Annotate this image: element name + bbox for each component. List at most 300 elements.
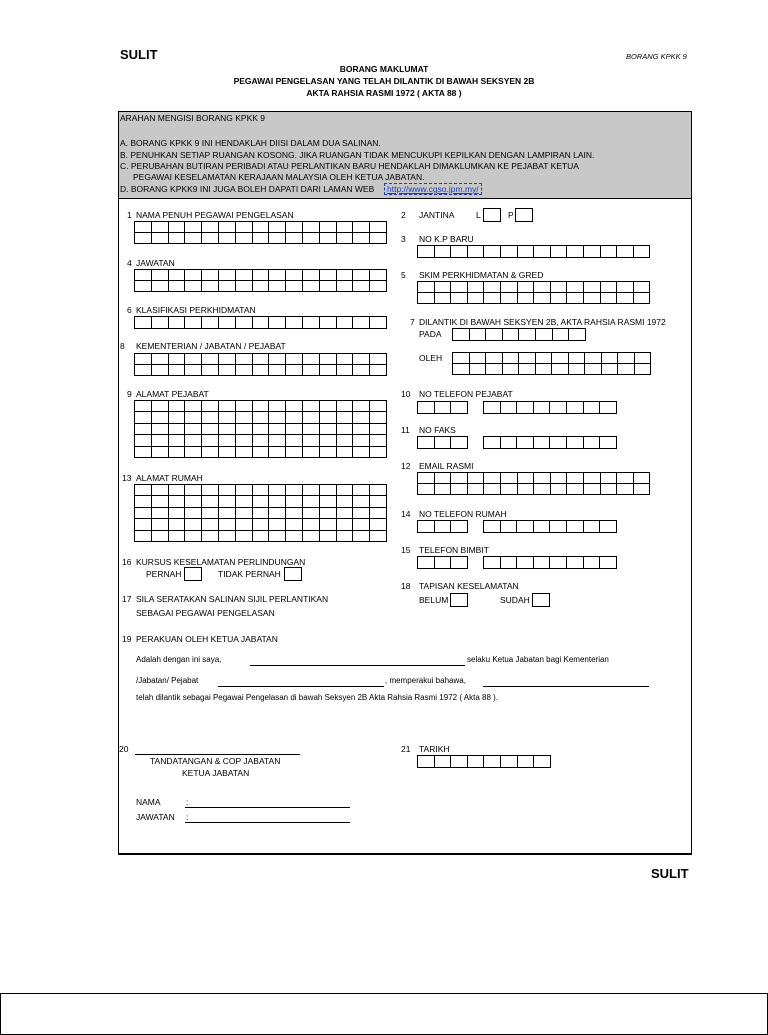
- char-cell[interactable]: [353, 496, 370, 507]
- char-cell[interactable]: [202, 531, 219, 542]
- char-cell[interactable]: [353, 424, 370, 435]
- char-cell[interactable]: [337, 281, 354, 292]
- char-cell[interactable]: [353, 519, 370, 530]
- char-cell[interactable]: [534, 473, 551, 484]
- char-cell[interactable]: [601, 473, 618, 484]
- char-cell[interactable]: [202, 447, 219, 458]
- char-cell[interactable]: [584, 437, 601, 449]
- char-cell[interactable]: [517, 402, 534, 414]
- char-cell[interactable]: [236, 281, 253, 292]
- char-cell[interactable]: [337, 424, 354, 435]
- char-cell[interactable]: [303, 447, 320, 458]
- char-cell[interactable]: [635, 353, 652, 364]
- char-cell[interactable]: [185, 508, 202, 519]
- char-cell[interactable]: [269, 447, 286, 458]
- char-cell[interactable]: [418, 282, 435, 293]
- char-cell[interactable]: [320, 270, 337, 281]
- char-cell[interactable]: [451, 293, 468, 304]
- char-cell[interactable]: [370, 270, 387, 281]
- char-cell[interactable]: [219, 354, 236, 365]
- char-cell[interactable]: [435, 402, 452, 414]
- char-cell[interactable]: [370, 354, 387, 365]
- char-cell[interactable]: [634, 473, 651, 484]
- char-cell[interactable]: [320, 281, 337, 292]
- char-cell[interactable]: [353, 317, 370, 329]
- char-cell[interactable]: [517, 521, 534, 533]
- char-cell[interactable]: [185, 222, 202, 233]
- char-cell[interactable]: [337, 531, 354, 542]
- char-cell[interactable]: [501, 756, 518, 768]
- char-cell[interactable]: [152, 519, 169, 530]
- char-cell[interactable]: [551, 293, 568, 304]
- char-cell[interactable]: [286, 270, 303, 281]
- char-cell[interactable]: [503, 364, 520, 375]
- char-cell[interactable]: [269, 531, 286, 542]
- char-cell[interactable]: [451, 756, 468, 768]
- char-cell[interactable]: [253, 424, 270, 435]
- char-cell[interactable]: [303, 281, 320, 292]
- sudah-checkbox[interactable]: [532, 593, 550, 607]
- char-cell[interactable]: [152, 354, 169, 365]
- char-cell[interactable]: [320, 401, 337, 412]
- char-cell[interactable]: [269, 424, 286, 435]
- char-cell[interactable]: [534, 437, 551, 449]
- char-cell[interactable]: [519, 353, 536, 364]
- char-cell[interactable]: [286, 519, 303, 530]
- jawatan-line[interactable]: [185, 822, 350, 823]
- char-cell[interactable]: [135, 222, 152, 233]
- char-cell[interactable]: [501, 402, 518, 414]
- char-cell[interactable]: [303, 317, 320, 329]
- char-cell[interactable]: [320, 519, 337, 530]
- char-cell[interactable]: [152, 222, 169, 233]
- char-cell[interactable]: [169, 281, 186, 292]
- char-cell[interactable]: [236, 222, 253, 233]
- char-cell[interactable]: [303, 435, 320, 446]
- char-cell[interactable]: [169, 401, 186, 412]
- char-cell[interactable]: [536, 364, 553, 375]
- char-cell[interactable]: [370, 233, 387, 244]
- char-cell[interactable]: [253, 435, 270, 446]
- char-cell[interactable]: [303, 485, 320, 496]
- char-cell[interactable]: [286, 233, 303, 244]
- gender-l-checkbox[interactable]: [483, 208, 501, 222]
- char-cell[interactable]: [169, 435, 186, 446]
- char-cell[interactable]: [435, 557, 452, 569]
- char-cell[interactable]: [135, 531, 152, 542]
- char-cell[interactable]: [451, 521, 468, 533]
- char-cell[interactable]: [370, 508, 387, 519]
- char-cell[interactable]: [135, 508, 152, 519]
- office-phone-number-grid[interactable]: [483, 401, 617, 414]
- char-cell[interactable]: [269, 281, 286, 292]
- char-cell[interactable]: [617, 282, 634, 293]
- char-cell[interactable]: [370, 447, 387, 458]
- char-cell[interactable]: [320, 496, 337, 507]
- char-cell[interactable]: [169, 531, 186, 542]
- char-cell[interactable]: [253, 281, 270, 292]
- char-cell[interactable]: [202, 485, 219, 496]
- char-cell[interactable]: [152, 233, 169, 244]
- char-cell[interactable]: [418, 437, 435, 449]
- char-cell[interactable]: [584, 484, 601, 495]
- char-cell[interactable]: [470, 364, 487, 375]
- char-cell[interactable]: [484, 437, 501, 449]
- char-cell[interactable]: [152, 447, 169, 458]
- char-cell[interactable]: [320, 435, 337, 446]
- char-cell[interactable]: [135, 412, 152, 423]
- char-cell[interactable]: [634, 484, 651, 495]
- char-cell[interactable]: [519, 364, 536, 375]
- char-cell[interactable]: [370, 485, 387, 496]
- char-cell[interactable]: [353, 365, 370, 376]
- char-cell[interactable]: [353, 281, 370, 292]
- char-cell[interactable]: [253, 401, 270, 412]
- char-cell[interactable]: [353, 233, 370, 244]
- char-cell[interactable]: [503, 353, 520, 364]
- belum-checkbox[interactable]: [450, 593, 468, 607]
- char-cell[interactable]: [269, 435, 286, 446]
- char-cell[interactable]: [185, 485, 202, 496]
- char-cell[interactable]: [601, 282, 618, 293]
- gender-p-checkbox[interactable]: [515, 208, 533, 222]
- char-cell[interactable]: [468, 756, 485, 768]
- home-phone-prefix-grid[interactable]: [417, 520, 468, 533]
- char-cell[interactable]: [135, 233, 152, 244]
- char-cell[interactable]: [550, 557, 567, 569]
- char-cell[interactable]: [303, 412, 320, 423]
- char-cell[interactable]: [618, 364, 635, 375]
- char-cell[interactable]: [501, 521, 518, 533]
- char-cell[interactable]: [135, 447, 152, 458]
- char-cell[interactable]: [451, 473, 468, 484]
- char-cell[interactable]: [337, 435, 354, 446]
- char-cell[interactable]: [486, 329, 503, 341]
- char-cell[interactable]: [634, 282, 651, 293]
- char-cell[interactable]: [320, 424, 337, 435]
- char-cell[interactable]: [185, 424, 202, 435]
- char-cell[interactable]: [219, 531, 236, 542]
- char-cell[interactable]: [585, 364, 602, 375]
- char-cell[interactable]: [185, 531, 202, 542]
- char-cell[interactable]: [219, 270, 236, 281]
- char-cell[interactable]: [135, 365, 152, 376]
- signature-line[interactable]: [135, 754, 300, 755]
- char-cell[interactable]: [320, 354, 337, 365]
- char-cell[interactable]: [600, 402, 617, 414]
- appointment-date-grid[interactable]: [452, 328, 586, 341]
- char-cell[interactable]: [435, 437, 452, 449]
- char-cell[interactable]: [418, 756, 435, 768]
- char-cell[interactable]: [567, 484, 584, 495]
- char-cell[interactable]: [152, 496, 169, 507]
- char-cell[interactable]: [337, 233, 354, 244]
- char-cell[interactable]: [253, 519, 270, 530]
- char-cell[interactable]: [253, 365, 270, 376]
- char-cell[interactable]: [600, 437, 617, 449]
- char-cell[interactable]: [353, 435, 370, 446]
- name-input-grid[interactable]: [134, 221, 387, 244]
- char-cell[interactable]: [303, 508, 320, 519]
- char-cell[interactable]: [169, 222, 186, 233]
- officer-name-line[interactable]: [483, 686, 649, 687]
- ic-number-grid[interactable]: [417, 245, 650, 258]
- char-cell[interactable]: [286, 531, 303, 542]
- char-cell[interactable]: [152, 435, 169, 446]
- char-cell[interactable]: [617, 293, 634, 304]
- char-cell[interactable]: [634, 246, 651, 258]
- char-cell[interactable]: [152, 281, 169, 292]
- char-cell[interactable]: [501, 293, 518, 304]
- char-cell[interactable]: [286, 424, 303, 435]
- char-cell[interactable]: [501, 473, 518, 484]
- char-cell[interactable]: [219, 281, 236, 292]
- char-cell[interactable]: [219, 317, 236, 329]
- char-cell[interactable]: [236, 435, 253, 446]
- char-cell[interactable]: [236, 519, 253, 530]
- char-cell[interactable]: [253, 317, 270, 329]
- char-cell[interactable]: [418, 246, 435, 258]
- char-cell[interactable]: [536, 353, 553, 364]
- char-cell[interactable]: [484, 282, 501, 293]
- char-cell[interactable]: [567, 402, 584, 414]
- char-cell[interactable]: [370, 424, 387, 435]
- char-cell[interactable]: [152, 317, 169, 329]
- char-cell[interactable]: [534, 484, 551, 495]
- date-grid[interactable]: [417, 755, 551, 768]
- char-cell[interactable]: [501, 557, 518, 569]
- char-cell[interactable]: [269, 401, 286, 412]
- char-cell[interactable]: [135, 435, 152, 446]
- char-cell[interactable]: [484, 473, 501, 484]
- office-phone-prefix-grid[interactable]: [417, 401, 468, 414]
- char-cell[interactable]: [453, 364, 470, 375]
- char-cell[interactable]: [135, 519, 152, 530]
- char-cell[interactable]: [303, 496, 320, 507]
- char-cell[interactable]: [435, 484, 452, 495]
- char-cell[interactable]: [303, 519, 320, 530]
- char-cell[interactable]: [253, 531, 270, 542]
- char-cell[interactable]: [320, 317, 337, 329]
- scheme-grade-grid[interactable]: [417, 281, 650, 304]
- char-cell[interactable]: [185, 365, 202, 376]
- char-cell[interactable]: [536, 329, 553, 341]
- char-cell[interactable]: [219, 222, 236, 233]
- char-cell[interactable]: [135, 485, 152, 496]
- char-cell[interactable]: [353, 270, 370, 281]
- char-cell[interactable]: [286, 354, 303, 365]
- char-cell[interactable]: [253, 485, 270, 496]
- char-cell[interactable]: [152, 270, 169, 281]
- char-cell[interactable]: [484, 246, 501, 258]
- char-cell[interactable]: [286, 447, 303, 458]
- char-cell[interactable]: [584, 293, 601, 304]
- char-cell[interactable]: [152, 485, 169, 496]
- char-cell[interactable]: [569, 364, 586, 375]
- char-cell[interactable]: [169, 270, 186, 281]
- char-cell[interactable]: [451, 402, 468, 414]
- char-cell[interactable]: [435, 282, 452, 293]
- char-cell[interactable]: [551, 246, 568, 258]
- char-cell[interactable]: [185, 270, 202, 281]
- char-cell[interactable]: [337, 447, 354, 458]
- char-cell[interactable]: [236, 401, 253, 412]
- char-cell[interactable]: [286, 485, 303, 496]
- char-cell[interactable]: [468, 473, 485, 484]
- char-cell[interactable]: [550, 521, 567, 533]
- mobile-number-grid[interactable]: [483, 556, 617, 569]
- char-cell[interactable]: [534, 557, 551, 569]
- char-cell[interactable]: [202, 508, 219, 519]
- char-cell[interactable]: [569, 329, 586, 341]
- mobile-prefix-grid[interactable]: [417, 556, 468, 569]
- char-cell[interactable]: [418, 293, 435, 304]
- char-cell[interactable]: [337, 508, 354, 519]
- char-cell[interactable]: [152, 412, 169, 423]
- char-cell[interactable]: [337, 485, 354, 496]
- char-cell[interactable]: [451, 557, 468, 569]
- char-cell[interactable]: [185, 233, 202, 244]
- char-cell[interactable]: [518, 756, 535, 768]
- char-cell[interactable]: [219, 233, 236, 244]
- char-cell[interactable]: [435, 521, 452, 533]
- char-cell[interactable]: [253, 508, 270, 519]
- char-cell[interactable]: [269, 508, 286, 519]
- cgso-link[interactable]: http://www.cgso.jpm.my/: [384, 183, 482, 195]
- char-cell[interactable]: [451, 282, 468, 293]
- char-cell[interactable]: [286, 365, 303, 376]
- char-cell[interactable]: [219, 519, 236, 530]
- char-cell[interactable]: [253, 496, 270, 507]
- char-cell[interactable]: [567, 473, 584, 484]
- char-cell[interactable]: [303, 222, 320, 233]
- char-cell[interactable]: [236, 354, 253, 365]
- char-cell[interactable]: [320, 412, 337, 423]
- char-cell[interactable]: [617, 246, 634, 258]
- char-cell[interactable]: [602, 364, 619, 375]
- char-cell[interactable]: [435, 246, 452, 258]
- char-cell[interactable]: [219, 508, 236, 519]
- char-cell[interactable]: [337, 496, 354, 507]
- char-cell[interactable]: [468, 246, 485, 258]
- char-cell[interactable]: [484, 557, 501, 569]
- char-cell[interactable]: [567, 521, 584, 533]
- char-cell[interactable]: [303, 270, 320, 281]
- char-cell[interactable]: [484, 293, 501, 304]
- char-cell[interactable]: [219, 365, 236, 376]
- char-cell[interactable]: [486, 364, 503, 375]
- char-cell[interactable]: [584, 557, 601, 569]
- char-cell[interactable]: [286, 281, 303, 292]
- char-cell[interactable]: [169, 412, 186, 423]
- char-cell[interactable]: [286, 435, 303, 446]
- char-cell[interactable]: [286, 412, 303, 423]
- char-cell[interactable]: [202, 354, 219, 365]
- char-cell[interactable]: [169, 365, 186, 376]
- char-cell[interactable]: [337, 354, 354, 365]
- char-cell[interactable]: [202, 270, 219, 281]
- char-cell[interactable]: [135, 317, 152, 329]
- char-cell[interactable]: [534, 402, 551, 414]
- char-cell[interactable]: [337, 270, 354, 281]
- char-cell[interactable]: [135, 424, 152, 435]
- position-input-grid[interactable]: [134, 269, 387, 292]
- char-cell[interactable]: [569, 353, 586, 364]
- department-name-line[interactable]: [218, 686, 384, 687]
- char-cell[interactable]: [584, 246, 601, 258]
- char-cell[interactable]: [303, 531, 320, 542]
- char-cell[interactable]: [236, 485, 253, 496]
- char-cell[interactable]: [370, 365, 387, 376]
- email-grid[interactable]: [417, 472, 650, 495]
- char-cell[interactable]: [418, 484, 435, 495]
- char-cell[interactable]: [253, 233, 270, 244]
- char-cell[interactable]: [337, 519, 354, 530]
- char-cell[interactable]: [353, 401, 370, 412]
- nama-line[interactable]: [185, 807, 350, 808]
- char-cell[interactable]: [202, 222, 219, 233]
- char-cell[interactable]: [468, 293, 485, 304]
- char-cell[interactable]: [286, 222, 303, 233]
- char-cell[interactable]: [169, 496, 186, 507]
- char-cell[interactable]: [517, 557, 534, 569]
- char-cell[interactable]: [185, 447, 202, 458]
- char-cell[interactable]: [418, 473, 435, 484]
- char-cell[interactable]: [534, 246, 551, 258]
- char-cell[interactable]: [135, 401, 152, 412]
- char-cell[interactable]: [269, 519, 286, 530]
- char-cell[interactable]: [236, 424, 253, 435]
- char-cell[interactable]: [236, 365, 253, 376]
- char-cell[interactable]: [152, 401, 169, 412]
- char-cell[interactable]: [501, 484, 518, 495]
- char-cell[interactable]: [553, 329, 570, 341]
- char-cell[interactable]: [435, 293, 452, 304]
- char-cell[interactable]: [185, 519, 202, 530]
- char-cell[interactable]: [253, 354, 270, 365]
- char-cell[interactable]: [320, 222, 337, 233]
- char-cell[interactable]: [169, 508, 186, 519]
- char-cell[interactable]: [152, 365, 169, 376]
- char-cell[interactable]: [353, 447, 370, 458]
- char-cell[interactable]: [135, 281, 152, 292]
- char-cell[interactable]: [601, 293, 618, 304]
- char-cell[interactable]: [370, 531, 387, 542]
- char-cell[interactable]: [418, 521, 435, 533]
- char-cell[interactable]: [601, 246, 618, 258]
- pernah-checkbox[interactable]: [184, 567, 202, 581]
- char-cell[interactable]: [567, 437, 584, 449]
- char-cell[interactable]: [468, 484, 485, 495]
- char-cell[interactable]: [486, 353, 503, 364]
- char-cell[interactable]: [169, 447, 186, 458]
- char-cell[interactable]: [320, 233, 337, 244]
- char-cell[interactable]: [501, 246, 518, 258]
- char-cell[interactable]: [219, 496, 236, 507]
- char-cell[interactable]: [152, 424, 169, 435]
- char-cell[interactable]: [337, 222, 354, 233]
- char-cell[interactable]: [185, 281, 202, 292]
- char-cell[interactable]: [152, 531, 169, 542]
- char-cell[interactable]: [286, 508, 303, 519]
- char-cell[interactable]: [567, 246, 584, 258]
- char-cell[interactable]: [453, 329, 470, 341]
- char-cell[interactable]: [303, 424, 320, 435]
- char-cell[interactable]: [550, 437, 567, 449]
- char-cell[interactable]: [253, 270, 270, 281]
- char-cell[interactable]: [370, 281, 387, 292]
- char-cell[interactable]: [518, 473, 535, 484]
